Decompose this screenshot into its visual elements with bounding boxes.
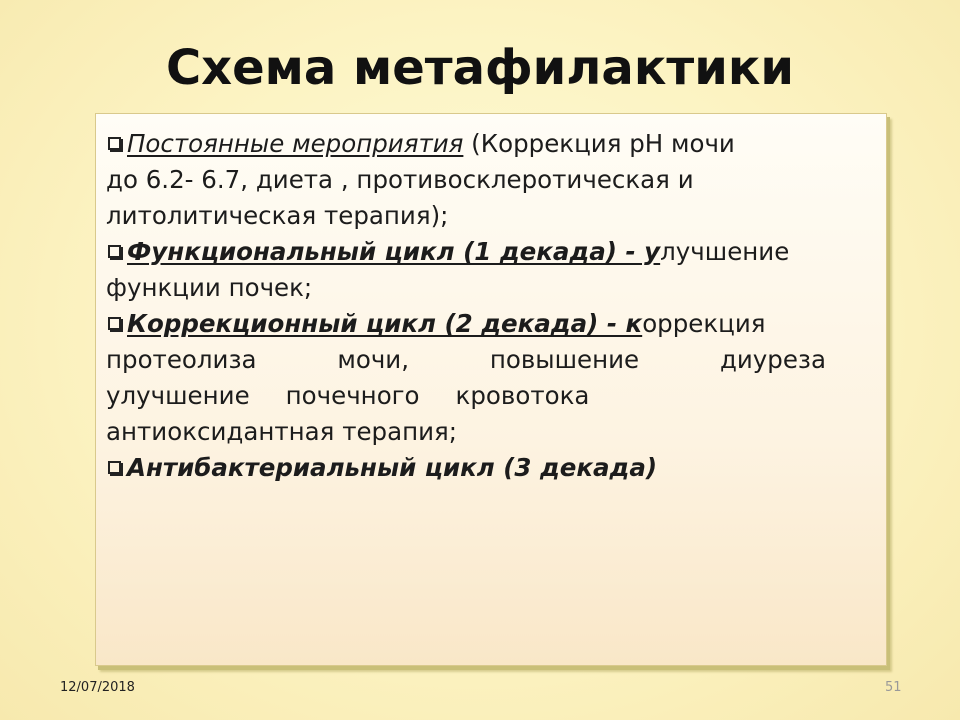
checkbox-bullet-icon — [108, 137, 121, 150]
bullet-antibacterial-cycle — [106, 450, 874, 486]
checkbox-bullet-icon — [108, 317, 121, 330]
bullet-text-line: до 6.2- 6.7, диета , противосклеротическая и — [106, 165, 694, 194]
bullet-lead: Функциональный цикл (1 декада) - у — [127, 237, 661, 266]
bullet-functional-cycle — [106, 234, 874, 270]
word: протеолиза — [106, 345, 257, 374]
bullet-correction-cycle — [106, 306, 874, 342]
bullet-text-line: функции почек; — [106, 273, 313, 302]
bullet-text: лучшение — [660, 237, 790, 266]
bullet-text-line — [106, 342, 826, 378]
footer-date: 12/07/2018 — [60, 680, 135, 695]
bullet-text: оррекция — [642, 309, 766, 338]
word: мочи, — [337, 345, 410, 374]
bullet-text-line — [106, 378, 874, 414]
word: кровотока — [455, 381, 590, 410]
bullet-permanent-measures — [106, 126, 874, 162]
bullet-text-line: литолитическая терапия); — [106, 201, 449, 230]
word: повышение — [489, 345, 640, 374]
slide-title: Схема метафилактики — [165, 40, 795, 96]
content-box — [95, 113, 887, 666]
checkbox-bullet-icon — [108, 461, 121, 474]
bullet-lead: Антибактериальный цикл (3 декада) — [127, 453, 658, 482]
checkbox-bullet-icon — [108, 245, 121, 258]
bullet-text-line: антиоксидантная терапия; — [106, 417, 458, 446]
bullet-lead: Коррекционный цикл (2 декада) - к — [127, 309, 643, 338]
slide-number: 51 — [885, 680, 902, 695]
bullet-lead: Постоянные мероприятия — [127, 129, 464, 158]
word: улучшение — [106, 381, 250, 410]
word: почечного — [285, 381, 420, 410]
word: диуреза — [719, 345, 826, 374]
bullet-text: (Коррекция pH мочи — [463, 129, 735, 158]
